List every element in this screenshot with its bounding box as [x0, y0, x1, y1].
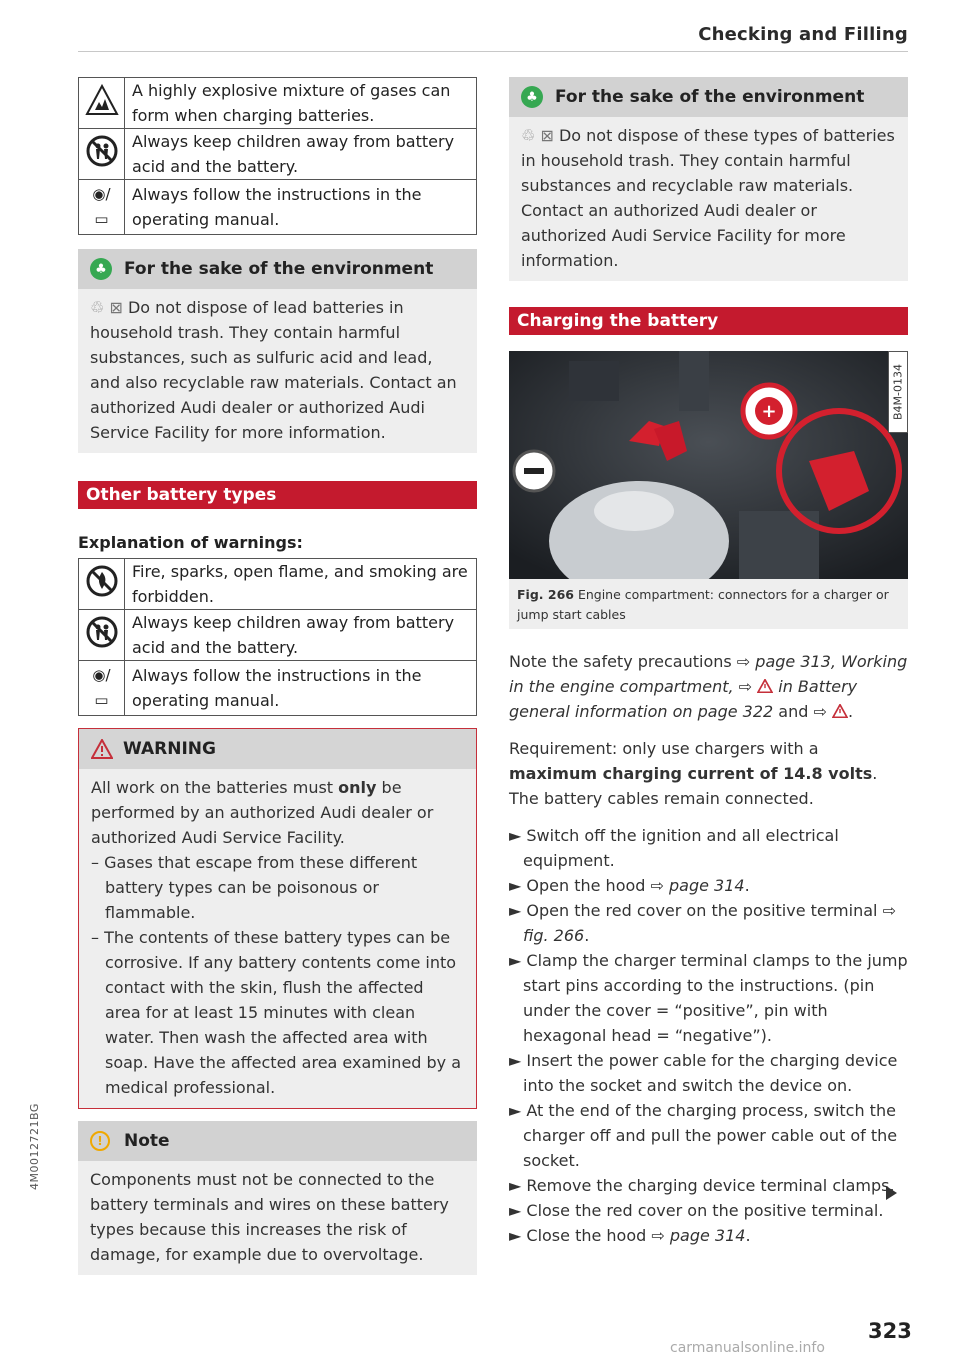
table-row: [79, 129, 477, 180]
warning-list: [91, 850, 464, 1100]
warning-triangle-icon: [757, 679, 773, 693]
environment-box-title: For the sake of the environment: [124, 259, 434, 279]
list-item: ► Clamp the charger terminal clamps to the jump start pins according to the instructions. (pin under the cover = “positive”, pin with hexagonal head = “negative”).: [509, 951, 908, 1045]
environment-box-body: [509, 117, 908, 281]
table-row: [79, 610, 477, 661]
recycle-icon: ♲: [90, 298, 105, 317]
list-item: ► Open the hood ⇨ page 314.: [509, 876, 750, 895]
right-column: [509, 77, 908, 1248]
environment-box-header: [509, 77, 908, 117]
safety-paragraph: Note the safety precautions ⇨ page 313, Working in the engine compartment, ⇨ in Battery general information on page 322 and ⇨ .: [509, 652, 908, 721]
list-item: ► At the end of the charging process, switch the charger off and pull the power cable out of the socket.: [509, 1101, 898, 1170]
figure-caption: [509, 579, 908, 629]
manual-book-icon: ▭: [94, 210, 109, 228]
warning-box-title: WARNING: [123, 739, 216, 759]
list-item: ► Insert the power cable for the charging device into the socket and switch the device on.: [509, 1051, 898, 1095]
environment-box-header: [78, 249, 477, 289]
manual-book-icon: ▭: [94, 691, 109, 709]
warning-intro: All work on the batteries must only be performed by an authorized Audi dealer or authorized Audi Service Facility.: [91, 778, 434, 847]
leaf-icon: ♣: [521, 86, 543, 108]
explanation-heading: Explanation of warnings:: [78, 533, 303, 552]
section-title-other-battery-types: Other battery types: [78, 481, 477, 509]
table-cell-text: Fire, sparks, open flame, and smoking are forbidden.: [125, 559, 477, 610]
warning-box-body: [79, 769, 476, 1108]
warning-triangle-icon[interactable]: [832, 704, 848, 718]
table-row: [79, 661, 477, 716]
list-item: ► Close the red cover on the positive terminal.: [509, 1201, 884, 1220]
warning-box: [78, 728, 477, 1109]
link-battery-general-information[interactable]: in Battery general information on page 322: [509, 677, 858, 721]
no-trash-icon: ⊠: [109, 298, 123, 317]
table-cell-text: Always follow the instructions in the operating manual.: [125, 661, 477, 716]
table-cell-text: Always follow the instructions in the operating manual.: [125, 180, 477, 235]
table-cell-text: Always keep children away from battery acid and the battery.: [125, 610, 477, 661]
list-item: ► Open the red cover on the positive terminal ⇨ fig. 266.: [509, 901, 896, 945]
list-item: ► Close the hood ⇨ page 314.: [509, 1226, 751, 1245]
list-item: – The contents of these battery types can be corrosive. If any battery contents come into contact with the skin, flush the affected area for at least 15 minutes with clean water. Then wash the affected area with soap. Have the affected area examined by a medical professional.: [91, 928, 462, 1097]
note-box-header: [78, 1121, 477, 1161]
header-rule: [78, 51, 908, 52]
manual-icon-cell: [79, 180, 125, 235]
link-fig-266[interactable]: ⇨ fig. 266: [523, 901, 896, 945]
figure-code: B4M-0134: [888, 351, 908, 433]
figure-label: Fig. 266: [517, 587, 574, 602]
table-row: [79, 559, 477, 610]
left-column: [78, 77, 477, 1275]
no-fire-icon: [86, 565, 118, 597]
warning-box-header: [79, 729, 476, 769]
warning-symbols-table-1: [78, 77, 477, 235]
link-page-314[interactable]: ⇨ page 314: [650, 876, 745, 895]
explosion-warning-icon: [85, 84, 119, 116]
manual-icon-cell: [79, 661, 125, 716]
eye-protection-icon: ◉/: [92, 666, 111, 684]
engine-compartment-figure: [509, 351, 908, 579]
explosion-icon-cell: [79, 78, 125, 129]
no-trash-icon: ⊠: [540, 126, 554, 145]
running-head: Checking and Filling: [698, 24, 908, 45]
no-children-icon: [86, 135, 118, 167]
children-prohibited-icon-cell: [79, 129, 125, 180]
table-cell-text: Always keep children away from battery acid and the battery.: [125, 129, 477, 180]
environment-box-right: [509, 77, 908, 281]
note-box-body: Components must not be connected to the battery terminals and wires on these battery types because this increases the risk of damage, for example due to overvoltage.: [90, 1170, 449, 1264]
requirement-paragraph: Requirement: only use chargers with a maximum charging current of 14.8 volts. The battery cables remain connected.: [509, 739, 878, 808]
environment-box-title: For the sake of the environment: [555, 87, 865, 107]
no-fire-icon-cell: [79, 559, 125, 610]
figure-caption-text: Engine compartment: connectors for a charger or jump start cables: [517, 587, 889, 622]
environment-box-text: Do not dispose of lead batteries in household trash. They contain harmful substances, such as sulfuric acid and lead, and also recyclable raw materials. Contact an authorized Audi dealer or authorized Audi Service Facility for more information.: [90, 298, 457, 442]
link-page-314[interactable]: ⇨ page 314: [651, 1226, 746, 1245]
list-item: ► Switch off the ignition and all electrical equipment.: [509, 826, 839, 870]
environment-box-left: [78, 249, 477, 453]
continue-arrow-icon: [886, 1186, 897, 1200]
recycle-icon: ♲: [521, 126, 536, 145]
link-page-313[interactable]: ⇨ page 313, Working in the engine compartment,: [509, 652, 908, 696]
environment-box-body: [78, 289, 477, 453]
environment-box-text: Do not dispose of these types of batteries in household trash. They contain harmful substances and recyclable raw materials. Contact an authorized Audi dealer or authorized Audi Service Facility for more information.: [521, 126, 895, 270]
table-row: [79, 78, 477, 129]
warning-triangle-icon: [91, 739, 113, 759]
eye-protection-icon: ◉/: [92, 185, 111, 203]
children-prohibited-icon-cell: [79, 610, 125, 661]
note-box: [78, 1121, 477, 1275]
table-row: [79, 180, 477, 235]
leaf-icon: ♣: [90, 258, 112, 280]
list-item: ► Remove the charging device terminal clamps.: [509, 1176, 895, 1195]
note-box-title: Note: [124, 1131, 170, 1151]
svg-text:+: +: [761, 401, 777, 422]
no-children-icon: [86, 616, 118, 648]
list-item: – Gases that escape from these different battery types can be poisonous or flammable.: [91, 853, 418, 922]
section-title-charging-the-battery: Charging the battery: [509, 307, 908, 335]
document-code: 4M0012721BG: [28, 1103, 41, 1190]
table-cell-text: A highly explosive mixture of gases can form when charging batteries.: [125, 78, 477, 129]
warning-symbols-table-2: [78, 558, 477, 716]
engine-compartment-illustration: [509, 351, 908, 579]
charging-steps-list: [509, 823, 908, 1248]
page-number: 323: [868, 1319, 912, 1343]
watermark: carmanualsonline.info: [670, 1340, 825, 1356]
info-exclamation-icon: !: [90, 1131, 110, 1151]
